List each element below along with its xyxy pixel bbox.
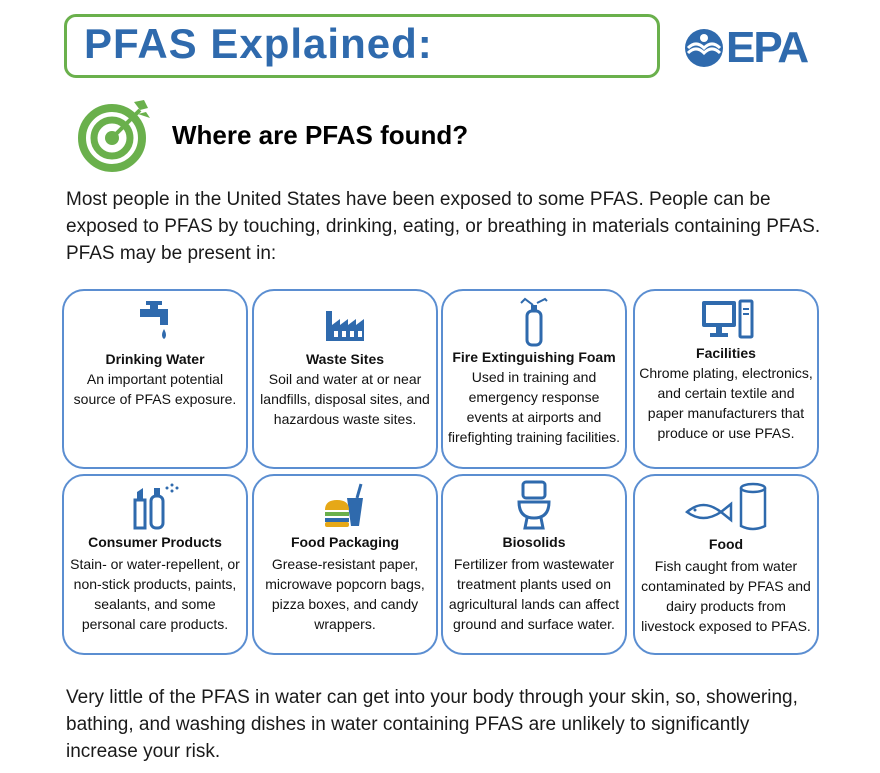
card-description: Soil and water at or near landfills, disposal sites, and hazardous waste sites. [260,371,430,427]
card-title: Food Packaging [290,534,400,550]
card-title: Waste Sites [305,351,385,367]
card-description: Chrome plating, electronics, and certain textile and paper manufacturers that produce or use PFAS. [639,365,813,441]
outro-paragraph: Very little of the PFAS in water can get into your body through your skin, so, showering, bathing, and washing dishes in water containing PFAS are unlikely to significantly increase your risk. [66,687,798,762]
faucet-icon [64,299,246,349]
card-food-packaging [252,474,438,655]
card-title: Facilities [696,345,756,361]
card-title: Biosolids [502,534,566,550]
fish-glass-icon [635,480,817,530]
card-description: Grease-resistant paper, microwave popcorn bags, pizza boxes, and candy wrappers. [265,556,425,632]
toilet-icon [443,478,625,528]
card-description: Fertilizer from wastewater treatment plants used on agricultural lands can affect ground and surface water. [448,556,620,632]
card-title: Food [708,536,744,552]
card-consumer-products [62,474,248,655]
card-food [633,474,819,655]
card-title: Drinking Water [105,351,205,367]
factory-icon [254,301,436,351]
card-description: Stain- or water-repellent, or non-stick products, paints, sealants, and some personal care products. [70,556,240,632]
card-facilities [633,289,819,469]
card-description: An important potential source of PFAS exposure. [73,371,237,407]
card-biosolids [441,474,627,655]
card-drinking-water [62,289,248,469]
lipstick-spray-icon [64,480,246,530]
card-description: Fish caught from water contaminated by PFAS and dairy products from livestock exposed to PFAS. [641,558,811,634]
intro-paragraph: Most people in the United States have been exposed to some PFAS. People can be exposed to PFAS by touching, drinking, eating, or breathing in materials containing PFAS. PFAS may be present in: [66,189,821,264]
epa-logo-text: EPA [726,23,808,72]
page-title: PFAS Explained: [84,20,433,67]
card-title: Fire Extinguishing Foam [452,349,616,365]
target-icon [78,96,154,172]
epa-flower-icon [682,26,726,72]
computer-icon [635,297,817,347]
fast-food-icon [254,480,436,530]
card-description: Used in training and emergency response events at airports and firefighting training facilities. [448,369,620,445]
card-waste-sites [252,289,438,469]
section-heading: Where are PFAS found? [172,120,469,150]
card-title: Consumer Products [88,534,222,550]
fire-extinguisher-icon [443,295,625,345]
card-fire-extinguishing-foam [441,289,627,469]
